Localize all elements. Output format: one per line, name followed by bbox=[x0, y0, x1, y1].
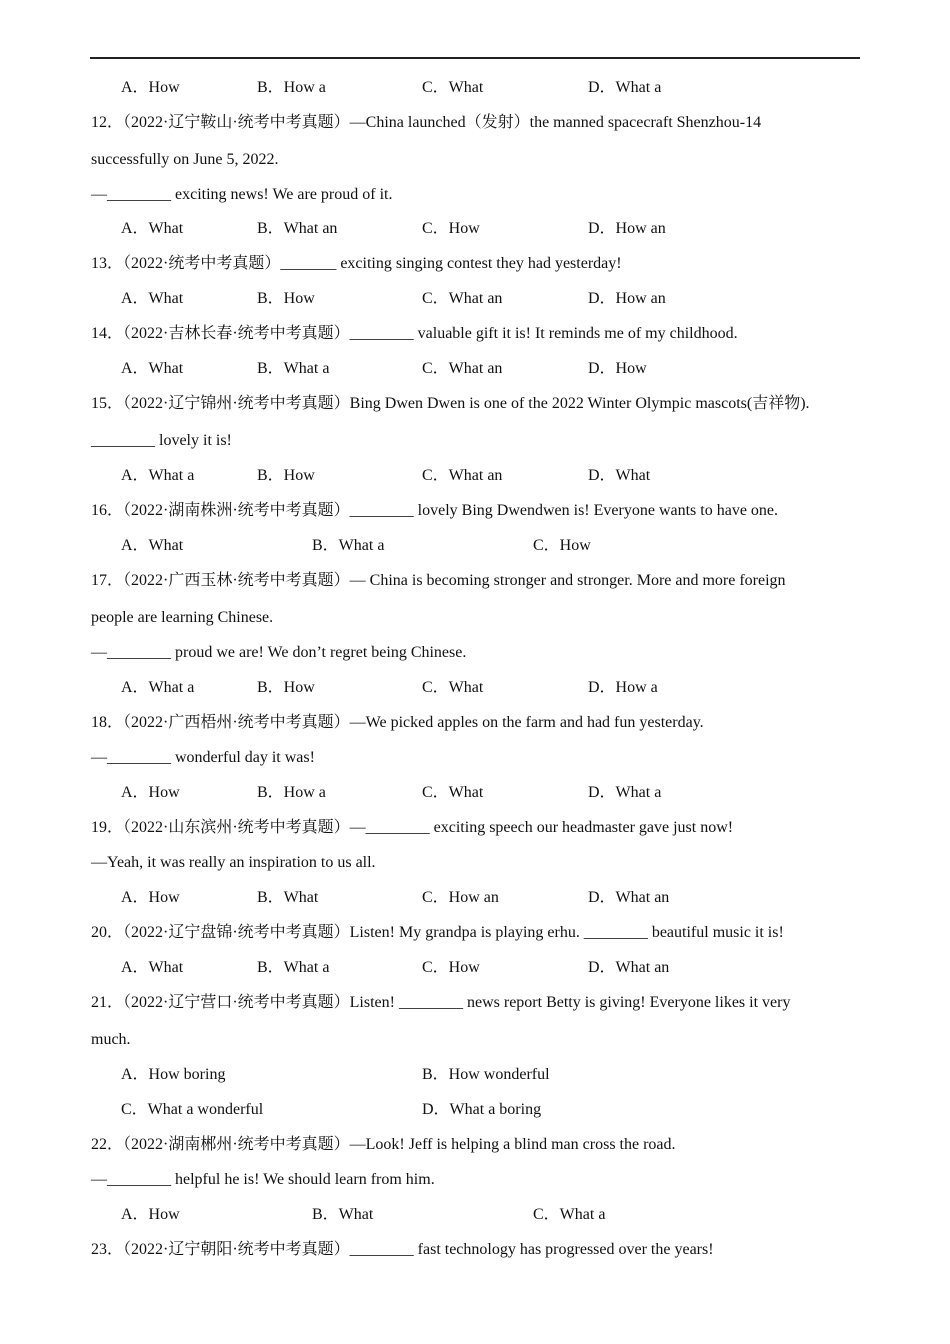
q20-option-d: D．What an bbox=[588, 959, 670, 976]
q14-option-a: A．What bbox=[121, 360, 184, 377]
q19-option-a: A．How bbox=[121, 889, 180, 906]
q11-option-c: C．What bbox=[422, 79, 484, 96]
q14-option-c: C．What an bbox=[422, 360, 503, 377]
q17-stem-cont: people are learning Chinese. bbox=[91, 609, 274, 626]
q16-option-a: A．What bbox=[121, 537, 184, 554]
q21-option-a: A．How boring bbox=[121, 1066, 226, 1083]
q15-option-a: A．What a bbox=[121, 467, 195, 484]
q12-option-c: C．How bbox=[422, 220, 480, 237]
q17-reply: —________ proud we are! We don’t regret being Chinese. bbox=[91, 644, 467, 661]
q13-option-c: C．What an bbox=[422, 290, 503, 307]
q16-stem: 16．（2022·湖南株洲·统考中考真题）________ lovely Bing Dwendwen is! Everyone wants to have one. bbox=[91, 502, 779, 519]
q15-option-d: D．What bbox=[588, 467, 651, 484]
q19-reply: —Yeah, it was really an inspiration to us all. bbox=[91, 854, 376, 871]
q11-option-a: A．How bbox=[121, 79, 180, 96]
q18-reply: —________ wonderful day it was! bbox=[91, 749, 315, 766]
q18-option-a: A．How bbox=[121, 784, 180, 801]
q22-option-a: A．How bbox=[121, 1206, 180, 1223]
q15-stem-cont: ________ lovely it is! bbox=[91, 432, 232, 449]
q22-stem: 22．（2022·湖南郴州·统考中考真题）—Look! Jeff is helping a blind man cross the road. bbox=[91, 1136, 676, 1153]
q11-option-b: B．How a bbox=[257, 79, 326, 96]
q17-stem: 17．（2022·广西玉林·统考中考真题）— China is becoming stronger and stronger. More and more foreign bbox=[91, 572, 786, 589]
q20-option-c: C．How bbox=[422, 959, 480, 976]
q11-option-d: D．What a bbox=[588, 79, 662, 96]
q12-stem-cont: successfully on June 5, 2022. bbox=[91, 151, 279, 168]
q14-option-d: D．How bbox=[588, 360, 647, 377]
q12-reply: —________ exciting news! We are proud of it. bbox=[91, 186, 393, 203]
q21-stem: 21．（2022·辽宁营口·统考中考真题）Listen! ________ news report Betty is giving! Everyone likes it very bbox=[91, 994, 791, 1011]
q22-option-b: B．What bbox=[312, 1206, 374, 1223]
q19-option-d: D．What an bbox=[588, 889, 670, 906]
q19-option-b: B．What bbox=[257, 889, 319, 906]
q21-option-b: B．How wonderful bbox=[422, 1066, 550, 1083]
q19-option-c: C．How an bbox=[422, 889, 499, 906]
q22-option-c: C．What a bbox=[533, 1206, 606, 1223]
q15-option-b: B．How bbox=[257, 467, 315, 484]
q13-option-a: A．What bbox=[121, 290, 184, 307]
q18-option-d: D．What a bbox=[588, 784, 662, 801]
q14-stem: 14．（2022·吉林长春·统考中考真题）________ valuable gift it is! It reminds me of my childhood. bbox=[91, 325, 738, 342]
q12-stem: 12．（2022·辽宁鞍山·统考中考真题）—China launched（发射）the manned spacecraft Shenzhou-14 bbox=[91, 114, 762, 131]
q20-stem: 20．（2022·辽宁盘锦·统考中考真题）Listen! My grandpa is playing erhu. ________ beautiful music it is! bbox=[91, 924, 784, 941]
q19-stem: 19．（2022·山东滨州·统考中考真题）—________ exciting speech our headmaster gave just now! bbox=[91, 819, 734, 836]
q15-option-c: C．What an bbox=[422, 467, 503, 484]
q22-reply: —________ helpful he is! We should learn from him. bbox=[91, 1171, 435, 1188]
q21-stem-cont: much. bbox=[91, 1031, 131, 1048]
header-rule bbox=[90, 57, 860, 59]
q12-option-a: A．What bbox=[121, 220, 184, 237]
q13-stem: 13．（2022·统考中考真题）_______ exciting singing contest they had yesterday! bbox=[91, 255, 622, 272]
q13-option-d: D．How an bbox=[588, 290, 666, 307]
q14-option-b: B．What a bbox=[257, 360, 330, 377]
q17-option-d: D．How a bbox=[588, 679, 658, 696]
q17-option-a: A．What a bbox=[121, 679, 195, 696]
q21-option-c: C．What a wonderful bbox=[121, 1101, 264, 1118]
q15-stem: 15．（2022·辽宁锦州·统考中考真题）Bing Dwen Dwen is one of the 2022 Winter Olympic mascots(吉祥物). bbox=[91, 395, 810, 412]
q16-option-c: C．How bbox=[533, 537, 591, 554]
q18-stem: 18．（2022·广西梧州·统考中考真题）—We picked apples on the farm and had fun yesterday. bbox=[91, 714, 704, 731]
q16-option-b: B．What a bbox=[312, 537, 385, 554]
q23-stem: 23．（2022·辽宁朝阳·统考中考真题）________ fast technology has progressed over the years! bbox=[91, 1241, 714, 1258]
q18-option-c: C．What bbox=[422, 784, 484, 801]
q13-option-b: B．How bbox=[257, 290, 315, 307]
q17-option-b: B．How bbox=[257, 679, 315, 696]
q20-option-a: A．What bbox=[121, 959, 184, 976]
q21-option-d: D．What a boring bbox=[422, 1101, 542, 1118]
q18-option-b: B．How a bbox=[257, 784, 326, 801]
q20-option-b: B．What a bbox=[257, 959, 330, 976]
q12-option-d: D．How an bbox=[588, 220, 666, 237]
q17-option-c: C．What bbox=[422, 679, 484, 696]
q12-option-b: B．What an bbox=[257, 220, 338, 237]
